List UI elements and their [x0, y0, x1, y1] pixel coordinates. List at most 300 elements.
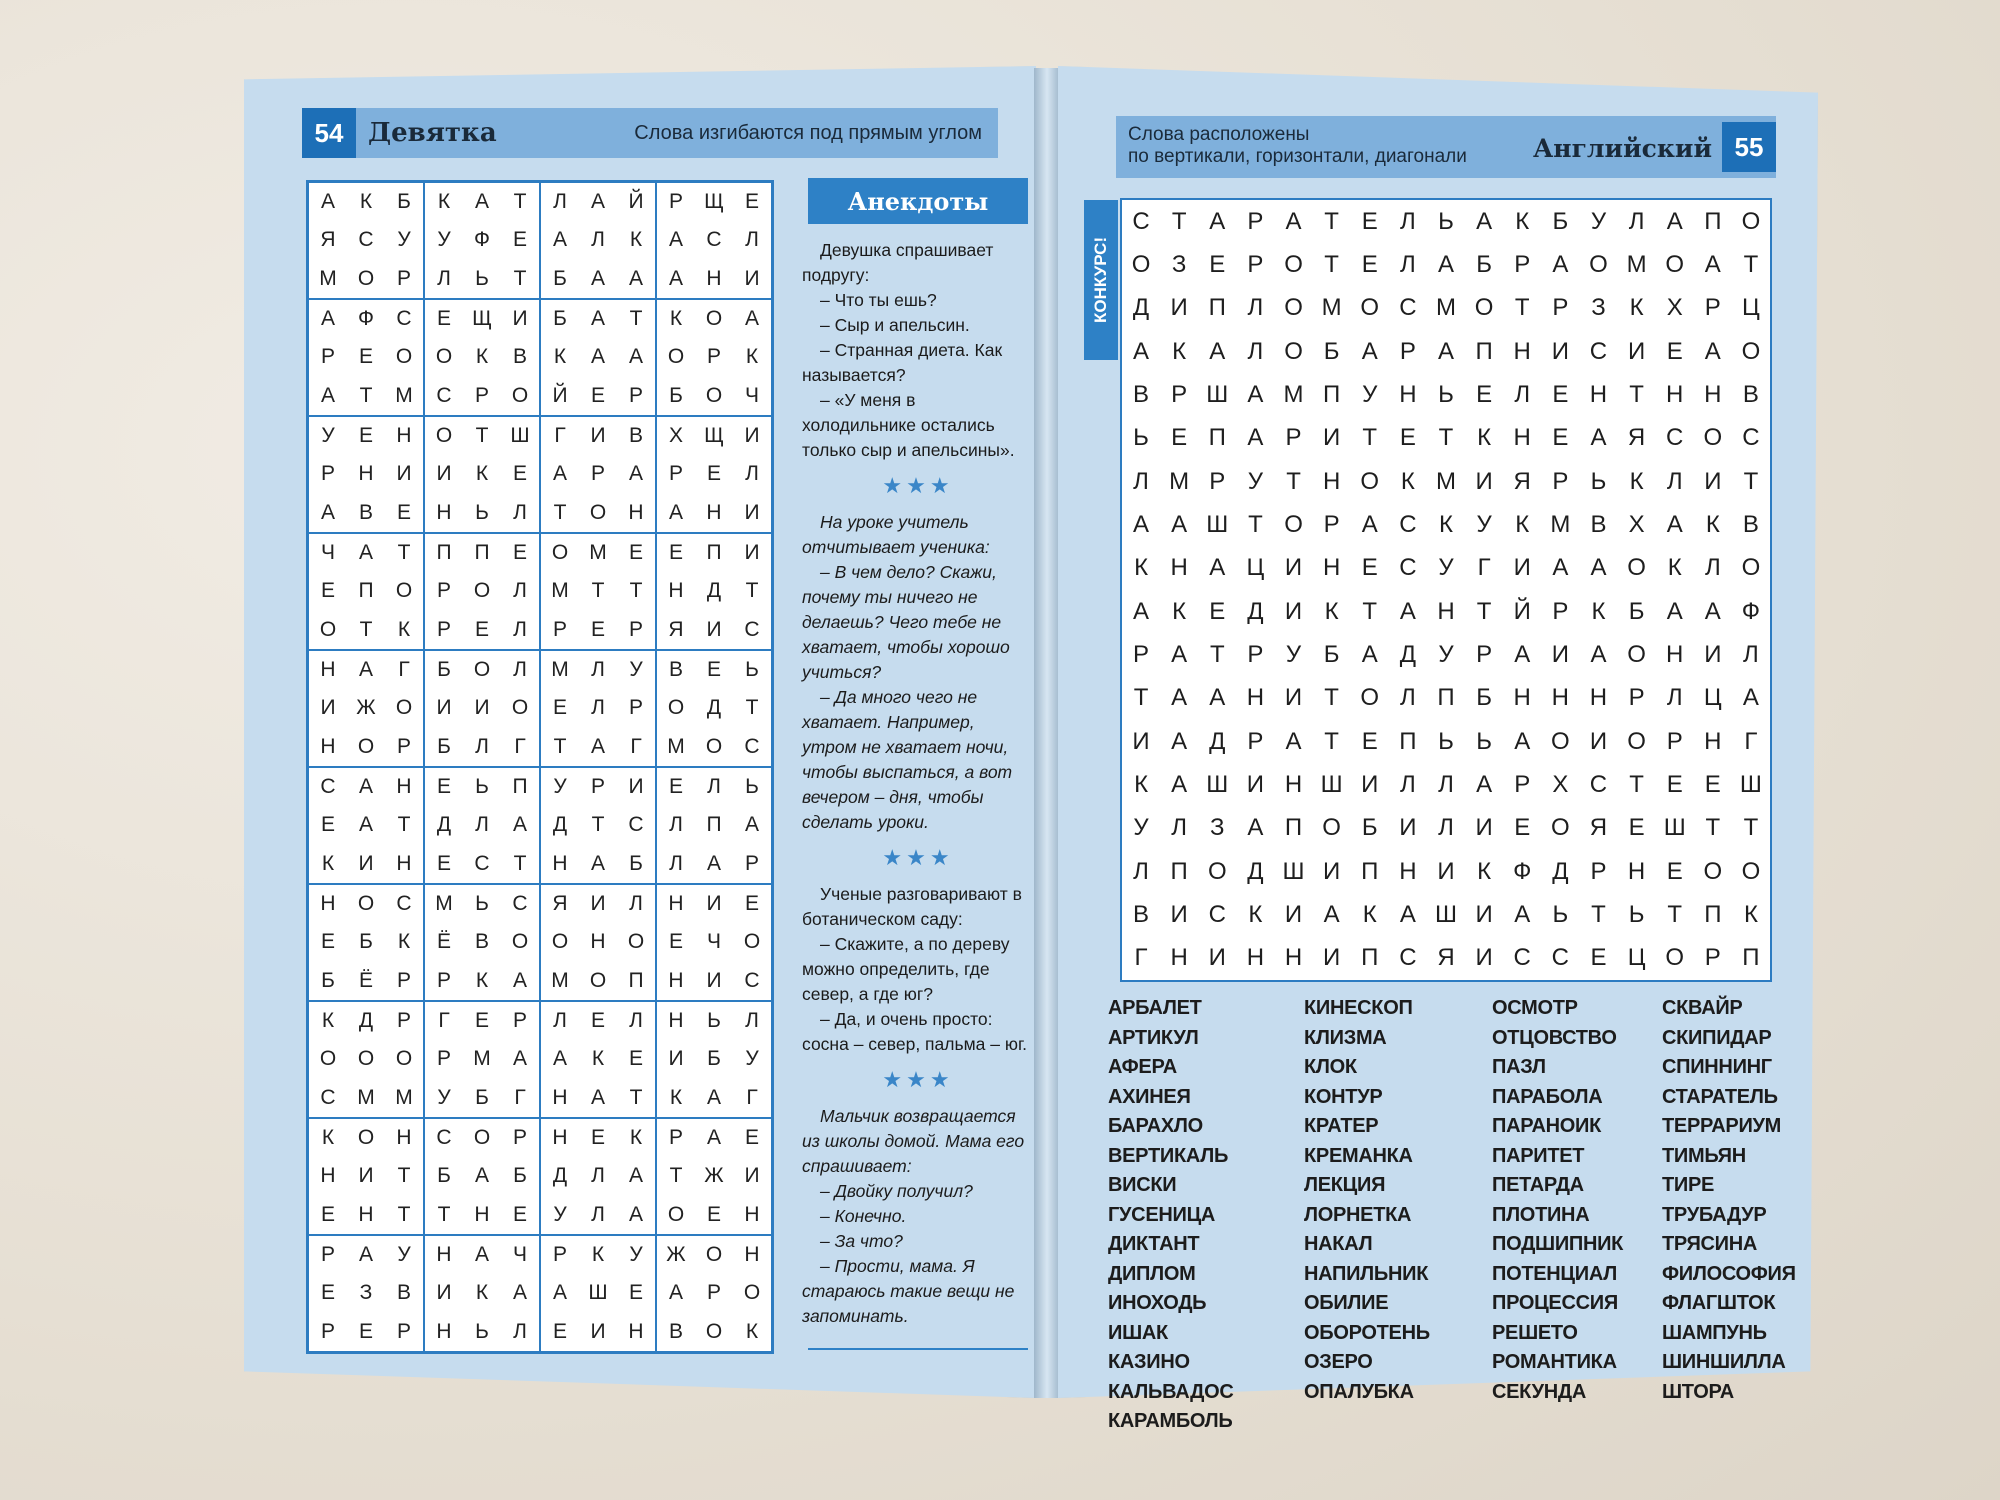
- grid-letter: И: [1399, 814, 1417, 842]
- grid-letter: Р: [320, 1243, 335, 1267]
- grid-letter: Н: [706, 500, 722, 524]
- grid-letter: Н: [396, 1126, 412, 1150]
- grid-letter: И: [1284, 597, 1303, 625]
- grid-letter: Л: [1666, 467, 1683, 495]
- word-list-item: ПОДШИПНИК: [1492, 1233, 1624, 1255]
- grid-letter: О: [1741, 554, 1761, 582]
- grid-letter: М: [435, 892, 453, 916]
- grid-letter: И: [1361, 770, 1379, 798]
- grid-letter: О: [319, 617, 337, 641]
- grid-letter: Р: [320, 345, 335, 369]
- grid-letter: Д: [358, 1009, 374, 1033]
- grid-letter: Н: [1513, 424, 1531, 452]
- grid-letter: С: [436, 383, 452, 407]
- contest-badge: КОНКУРС!: [1084, 200, 1118, 360]
- grid-letter: И: [1208, 944, 1226, 972]
- grid-letter: Ь: [475, 500, 489, 524]
- grid-letter: Б: [1323, 640, 1340, 668]
- grid-letter: Ь: [475, 266, 489, 290]
- word-list-item: ДИКТАНТ: [1108, 1233, 1200, 1255]
- grid-letter: Е: [590, 617, 605, 641]
- grid-letter: И: [436, 462, 452, 486]
- grid-letter: А: [1514, 727, 1531, 755]
- grid-letter: Л: [553, 1009, 567, 1033]
- grid-letter: И: [1475, 814, 1493, 842]
- grid-letter: А: [512, 1047, 527, 1071]
- grid-letter: Е: [744, 892, 759, 916]
- grid-letter: П: [1323, 380, 1341, 408]
- grid-letter: Л: [669, 813, 683, 837]
- grid-letter: Е: [1666, 337, 1683, 365]
- grid-block: [540, 884, 656, 1001]
- grid-letter: Р: [1704, 944, 1721, 972]
- grid-letter: Р: [628, 696, 643, 720]
- grid-letter: С: [744, 734, 760, 758]
- grid-letter: Р: [706, 345, 721, 369]
- grid-letter: Е: [1476, 380, 1493, 408]
- grid-letter: К: [1362, 900, 1377, 928]
- grid-letter: Е: [1628, 814, 1645, 842]
- grid-letter: Е: [1552, 424, 1569, 452]
- grid-letter: Т: [1362, 597, 1378, 625]
- grid-letter: Р: [1171, 380, 1188, 408]
- grid-letter: О: [357, 892, 375, 916]
- grid-letter: Т: [1438, 424, 1454, 452]
- word-list-item: ОЗЕРО: [1304, 1351, 1373, 1373]
- grid-letter: А: [358, 1243, 373, 1267]
- grid-block: [308, 650, 424, 767]
- grid-letter: У: [629, 658, 643, 682]
- grid-letter: Ф: [1741, 597, 1761, 625]
- grid-block: [424, 299, 540, 416]
- grid-letter: Ф: [474, 228, 490, 252]
- anecdotes-column: [802, 238, 1034, 1329]
- grid-letter: Т: [1743, 250, 1759, 278]
- grid-letter: А: [590, 345, 605, 369]
- grid-letter: А: [590, 734, 605, 758]
- grid-letter: Н: [1170, 554, 1188, 582]
- grid-letter: Н: [320, 1164, 336, 1188]
- grid-letter: А: [1361, 510, 1378, 538]
- grid-letter: А: [1247, 814, 1264, 842]
- anecdote-line: – Да много чего не хватает. Например, утром не хватает ночи, чтобы выспаться, а вот вечером – дня, чтобы сделать уроки.: [802, 687, 1013, 832]
- grid-letter: У: [1590, 207, 1607, 235]
- grid-letter: А: [628, 1164, 643, 1188]
- grid-block: [424, 533, 540, 650]
- grid-letter: В: [628, 424, 643, 448]
- grid-letter: И: [1475, 900, 1493, 928]
- word-list-item: КЛОК: [1304, 1056, 1357, 1078]
- grid-letter: Х: [1666, 294, 1683, 322]
- word-list-item: АРБАЛЕТ: [1108, 997, 1202, 1019]
- word-column: [1304, 994, 1492, 1437]
- grid-letter: П: [1399, 727, 1417, 755]
- grid-letter: И: [1323, 857, 1341, 885]
- word-list-item: ШТОРА: [1662, 1380, 1734, 1403]
- grid-block: [424, 1118, 540, 1235]
- grid-letter: Й: [552, 383, 568, 407]
- grid-letter: Д: [1552, 857, 1569, 885]
- anecdote-line: Ученые разговаривают в ботаническом саду:: [802, 884, 1022, 929]
- grid-block: [540, 182, 656, 299]
- grid-letter: Н: [1399, 857, 1417, 885]
- grid-block: [308, 182, 424, 299]
- stars-separator: ★★★: [882, 1067, 954, 1092]
- grid-letter: Л: [513, 617, 527, 641]
- grid-letter: У: [397, 228, 411, 252]
- word-list-item: ВЕРТИКАЛЬ: [1108, 1144, 1229, 1167]
- grid-letter: Л: [591, 1164, 605, 1188]
- grid-letter: Б: [1476, 684, 1492, 712]
- grid-letter: О: [473, 579, 491, 603]
- grid-letter: О: [1207, 857, 1227, 885]
- grid-letter: Б: [437, 1164, 451, 1188]
- grid-letter: С: [1551, 944, 1570, 972]
- grid-letter: Б: [553, 307, 567, 331]
- word-list-item: ПАРАНОИК: [1492, 1115, 1602, 1137]
- grid-block: [656, 1001, 772, 1118]
- grid-letter: К: [397, 617, 411, 641]
- grid-letter: Н: [1551, 684, 1570, 712]
- grid-letter: Е: [436, 307, 451, 331]
- grid-letter: И: [1284, 900, 1303, 928]
- grid-letter: М: [395, 1085, 413, 1109]
- grid-letter: Т: [1629, 380, 1644, 408]
- grid-block: [308, 533, 424, 650]
- grid-letter: И: [590, 892, 606, 916]
- grid-letter: О: [1360, 684, 1380, 712]
- grid-letter: К: [359, 190, 373, 214]
- grid-letter: Т: [629, 307, 643, 331]
- grid-letter: Г: [554, 424, 566, 448]
- grid-letter: О: [1627, 554, 1646, 582]
- grid-letter: У: [1285, 640, 1302, 668]
- grid-letter: О: [705, 734, 723, 758]
- anecdote-line: На уроке учитель отчитывает ученика:: [802, 512, 990, 557]
- grid-letter: Г: [398, 658, 410, 682]
- open-magazine: [236, 58, 1836, 1432]
- grid-letter: Л: [1400, 770, 1416, 798]
- grid-letter: Ь: [745, 658, 759, 682]
- puzzle-subtitle-left: Слова изгибаются под прямым углом: [634, 121, 982, 144]
- grid-letter: Ь: [1590, 467, 1607, 495]
- grid-letter: Б: [669, 383, 683, 407]
- subtitle-line-2: по вертикали, горизонтали, диагонали: [1128, 146, 1467, 167]
- word-list-item: ПРОЦЕССИЯ: [1492, 1292, 1618, 1314]
- grid-letter: Я: [668, 617, 684, 641]
- grid-letter: Е: [1399, 424, 1416, 452]
- grid-letter: М: [1169, 467, 1190, 495]
- grid-letter: К: [1134, 770, 1149, 798]
- grid-letter: Н: [1322, 554, 1341, 582]
- puzzle-subtitle-right: [1128, 124, 1467, 168]
- grid-letter: И: [436, 1281, 452, 1305]
- page-number-left: 54: [302, 108, 356, 158]
- word-list-item: ШАМПУНЬ: [1662, 1321, 1767, 1344]
- grid-letter: Р: [1323, 510, 1340, 538]
- grid-letter: Г: [1744, 727, 1758, 755]
- grid-letter: О: [1360, 294, 1380, 322]
- grid-letter: А: [590, 266, 605, 290]
- grid-block: [656, 650, 772, 767]
- grid-letter: Е: [628, 1281, 643, 1305]
- grid-letter: У: [321, 424, 335, 448]
- grid-letter: Н: [1666, 380, 1684, 408]
- grid-letter: А: [1476, 770, 1493, 798]
- grid-letter: И: [590, 1319, 606, 1343]
- grid-letter: И: [1551, 640, 1569, 668]
- grid-letter: О: [511, 696, 529, 720]
- grid-letter: Л: [591, 1202, 605, 1226]
- grid-letter: Д: [1247, 857, 1264, 885]
- grid-letter: Е: [1552, 380, 1569, 408]
- grid-block: [424, 1001, 540, 1118]
- grid-letter: Ё: [436, 930, 452, 954]
- grid-block: [424, 1235, 540, 1352]
- grid-letter: Ч: [745, 383, 759, 407]
- grid-letter: П: [1284, 814, 1303, 842]
- grid-letter: Ь: [745, 775, 759, 799]
- grid-letter: О: [1703, 424, 1723, 452]
- grid-block: [656, 1118, 772, 1235]
- grid-block: [308, 416, 424, 533]
- grid-letter: А: [628, 266, 643, 290]
- word-list-item: СТАРАТЕЛЬ: [1662, 1085, 1778, 1108]
- grid-letter: А: [1133, 337, 1150, 365]
- grid-letter: А: [1247, 424, 1264, 452]
- grid-letter: Р: [1247, 250, 1264, 278]
- word-list-item: ПАЗЛ: [1492, 1056, 1546, 1078]
- grid-letter: О: [1627, 727, 1646, 755]
- grid-letter: Б: [359, 930, 373, 954]
- grid-letter: Н: [1437, 597, 1455, 625]
- grid-letter: Б: [437, 734, 451, 758]
- word-list-item: ОСМОТР: [1492, 997, 1578, 1019]
- grid-letter: Н: [628, 1319, 644, 1343]
- grid-letter: Е: [1209, 250, 1226, 278]
- word-list-item: КИНЕСКОП: [1304, 997, 1413, 1019]
- grid-letter: Д: [1247, 597, 1264, 625]
- grid-letter: Р: [396, 968, 411, 992]
- grid-letter: К: [745, 345, 759, 369]
- grid-letter: Ч: [321, 541, 335, 565]
- grid-letter: О: [705, 383, 723, 407]
- grid-letter: И: [1627, 337, 1646, 365]
- grid-letter: В: [1133, 380, 1150, 408]
- grid-letter: Е: [1361, 207, 1378, 235]
- grid-letter: Т: [513, 851, 527, 875]
- grid-letter: О: [551, 930, 569, 954]
- grid-letter: К: [1477, 857, 1492, 885]
- grid-letter: С: [320, 1085, 336, 1109]
- grid-letter: С: [1589, 770, 1608, 798]
- word-list-item: ПЕТАРДА: [1492, 1174, 1584, 1196]
- grid-letter: Е: [320, 813, 335, 837]
- grid-block: [308, 1118, 424, 1235]
- grid-letter: Н: [436, 1319, 452, 1343]
- grid-letter: И: [1589, 727, 1608, 755]
- grid-letter: А: [512, 813, 527, 837]
- grid-letter: Е: [744, 190, 759, 214]
- grid-letter: Д: [706, 579, 722, 603]
- grid-letter: У: [437, 228, 451, 252]
- grid-letter: А: [1171, 510, 1188, 538]
- grid-letter: А: [668, 500, 683, 524]
- grid-letter: Р: [1247, 727, 1264, 755]
- grid-letter: А: [668, 228, 683, 252]
- grid-letter: Д: [706, 696, 722, 720]
- grid-letter: Р: [1628, 684, 1645, 712]
- grid-letter: Н: [358, 462, 374, 486]
- anecdote-line: – Двойку получил?: [820, 1181, 973, 1201]
- grid-letter: Н: [1513, 337, 1531, 365]
- grid-letter: С: [396, 307, 412, 331]
- grid-letter: Н: [744, 1243, 760, 1267]
- grid-letter: Р: [1247, 207, 1264, 235]
- grid-letter: Х: [1628, 510, 1645, 538]
- word-list-item: ФЛАГШТОК: [1662, 1292, 1776, 1314]
- grid-letter: Н: [1589, 380, 1608, 408]
- word-column: [1662, 994, 1796, 1437]
- grid-letter: Р: [1552, 597, 1569, 625]
- word-column: [1492, 994, 1662, 1437]
- grid-letter: Т: [1362, 424, 1378, 452]
- grid-letter: О: [743, 1281, 761, 1305]
- grid-letter: Е: [706, 658, 721, 682]
- grid-letter: Е: [668, 775, 683, 799]
- grid-letter: Р: [512, 1126, 527, 1150]
- grid-letter: Е: [320, 930, 335, 954]
- grid-letter: Ь: [707, 1009, 721, 1033]
- grid-letter: Л: [591, 658, 605, 682]
- grid-letter: В: [396, 1281, 411, 1305]
- grid-letter: И: [744, 424, 760, 448]
- grid-letter: Р: [1552, 467, 1569, 495]
- grid-letter: А: [1552, 250, 1569, 278]
- grid-letter: О: [667, 345, 685, 369]
- grid-letter: Я: [320, 228, 336, 252]
- grid-letter: И: [744, 500, 760, 524]
- grid-block: [540, 1235, 656, 1352]
- word-list-item: ОБОРОТЕНЬ: [1304, 1321, 1430, 1344]
- grid-letter: Н: [320, 892, 336, 916]
- grid-letter: М: [551, 658, 569, 682]
- grid-letter: А: [1361, 640, 1378, 668]
- grid-letter: У: [1362, 380, 1378, 408]
- grid-letter: Т: [591, 579, 605, 603]
- word-list-item: СКИПИДАР: [1662, 1026, 1772, 1049]
- grid-letter: Н: [668, 1009, 684, 1033]
- grid-letter: С: [1399, 510, 1417, 538]
- grid-letter: Р: [590, 462, 605, 486]
- grid-letter: Л: [1628, 207, 1645, 235]
- grid-letter: А: [590, 851, 605, 875]
- grid-letter: Л: [1247, 294, 1264, 322]
- grid-letter: Я: [552, 892, 568, 916]
- grid-letter: Б: [1323, 337, 1340, 365]
- grid-letter: Р: [512, 1009, 527, 1033]
- grid-letter: П: [1475, 337, 1493, 365]
- grid-letter: Е: [628, 1047, 643, 1071]
- grid-block: [540, 767, 656, 884]
- grid-letter: Т: [553, 734, 567, 758]
- grid-letter: Л: [475, 813, 489, 837]
- grid-letter: О: [1741, 337, 1761, 365]
- grid-letter: П: [1704, 207, 1722, 235]
- grid-letter: Р: [552, 1243, 567, 1267]
- grid-letter: А: [320, 383, 335, 407]
- grid-letter: И: [512, 307, 528, 331]
- grid-letter: Р: [396, 734, 411, 758]
- grid-letter: Р: [1247, 640, 1264, 668]
- grid-letter: С: [320, 775, 336, 799]
- grid-letter: О: [1284, 337, 1303, 365]
- grid-letter: Н: [396, 775, 412, 799]
- grid-letter: Е: [1704, 770, 1721, 798]
- grid-letter: П: [474, 541, 490, 565]
- left-page-header: [302, 108, 998, 158]
- grid-letter: О: [357, 734, 375, 758]
- grid-letter: О: [1284, 510, 1303, 538]
- grid-letter: Р: [590, 775, 605, 799]
- grid-letter: Л: [745, 462, 759, 486]
- grid-letter: Л: [1438, 770, 1454, 798]
- grid-block: [308, 1001, 424, 1118]
- grid-letter: М: [1435, 294, 1456, 322]
- grid-letter: Л: [745, 1009, 759, 1033]
- grid-block: [656, 767, 772, 884]
- grid-letter: Е: [744, 1126, 759, 1150]
- grid-letter: П: [628, 968, 644, 992]
- grid-letter: О: [435, 345, 453, 369]
- word-list-item: ИНОХОДЬ: [1108, 1292, 1207, 1314]
- grid-letter: А: [706, 1085, 721, 1109]
- grid-letter: Т: [1324, 727, 1339, 755]
- grid-letter: Н: [590, 930, 606, 954]
- grid-letter: А: [668, 1281, 683, 1305]
- grid-letter: У: [437, 1085, 451, 1109]
- grid-letter: Д: [552, 1164, 568, 1188]
- puzzle-title-right: Английский: [1532, 134, 1712, 163]
- grid-letter: А: [744, 307, 759, 331]
- grid-letter: Н: [1246, 944, 1265, 972]
- grid-letter: З: [1210, 814, 1225, 842]
- grid-letter: С: [1666, 424, 1684, 452]
- grid-letter: Б: [437, 658, 451, 682]
- grid-letter: К: [669, 307, 683, 331]
- grid-letter: А: [1704, 250, 1721, 278]
- word-list-item: ОБИЛИЕ: [1304, 1292, 1389, 1314]
- grid-letter: И: [1246, 770, 1265, 798]
- grid-letter: Б: [629, 851, 643, 875]
- grid-letter: А: [1133, 510, 1150, 538]
- word-list-item: ТИМЬЯН: [1662, 1144, 1746, 1167]
- grid-letter: К: [553, 345, 567, 369]
- grid-letter: М: [551, 579, 569, 603]
- grid-letter: Н: [1284, 944, 1303, 972]
- grid-letter: О: [1284, 294, 1303, 322]
- grid-letter: Ж: [356, 696, 376, 720]
- grid-letter: У: [1438, 554, 1454, 582]
- grid-letter: Н: [628, 500, 644, 524]
- grid-letter: Н: [436, 500, 452, 524]
- grid-letter: А: [1399, 597, 1416, 625]
- grid-letter: Л: [1514, 380, 1531, 408]
- grid-letter: И: [706, 892, 722, 916]
- grid-letter: О: [473, 1126, 491, 1150]
- grid-letter: П: [1704, 900, 1722, 928]
- grid-letter: Т: [513, 266, 527, 290]
